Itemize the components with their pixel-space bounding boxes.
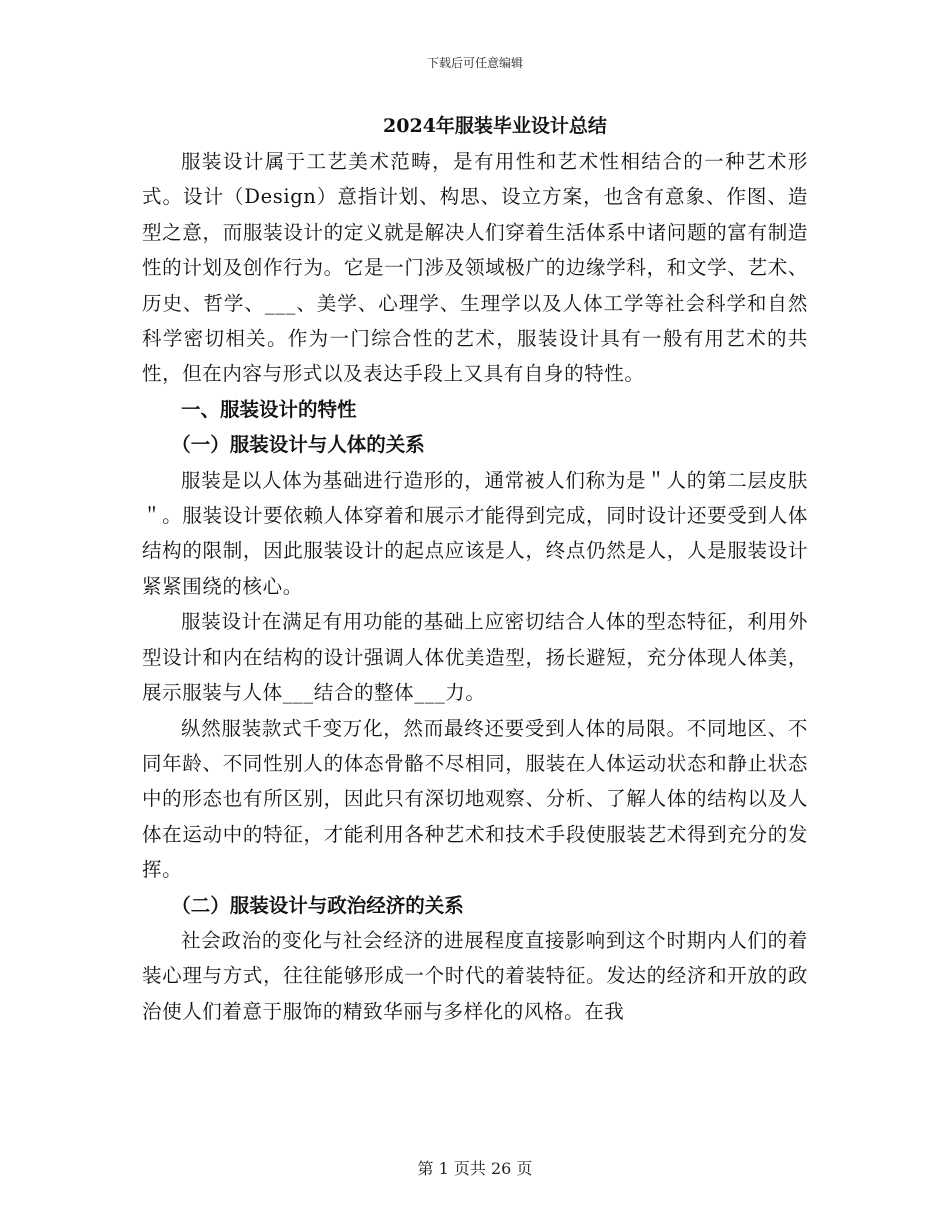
paragraph-body-human-3: 纵然服装款式千变万化，然而最终还要受到人体的局限。不同地区、不同年龄、不同性别人的体态骨骼不尽相同，服装在人体运动状态和静止状态中的形态也有所区别，因此只有深切地观察、分析、了解人体的结构以及人体在运动中的特征，才能利用各种艺术和技术手段使服装艺术得到充分的发挥。 xyxy=(142,716,808,882)
subsection-heading-2: （二）服装设计与政治经济的关系 xyxy=(171,893,464,917)
page-footer: 第 1 页共 26 页 xyxy=(417,1159,533,1178)
document-title: 2024年服装毕业设计总结 xyxy=(383,115,607,137)
document-body xyxy=(142,110,808,1029)
paragraph-intro: 服装设计属于工艺美术范畴，是有用性和艺术性相结合的一种艺术形式。设计（Design）意指计划、构思、设立方案，也含有意象、作图、造型之意，而服装设计的定义就是解决人们穿着生活体系中诸问题的富有制造性的计划及创作行为。它是一门涉及领域极广的边缘学科，和文学、艺术、历史、哲学、___、美学、心理学、生理学以及人体工学等社会科学和自然科学密切相关。作为一门综合性的艺术，服装设计具有一般有用艺术的共性，但在内容与形式以及表达手段上又具有自身的特性。 xyxy=(142,150,808,386)
paragraph-body-human-2: 服装设计在满足有用功能的基础上应密切结合人体的型态特征，利用外型设计和内在结构的设计强调人体优美造型，扬长避短，充分体现人体美，展示服装与人体___结合的整体___力。 xyxy=(142,610,808,705)
page-header: 下载后可任意编辑 xyxy=(426,56,523,70)
section-heading-1: 一、服装设计的特性 xyxy=(181,397,357,421)
paragraph-body-politics-1: 社会政治的变化与社会经济的进展程度直接影响到这个时期内人们的着装心理与方式，往往能够形成一个时代的着装特征。发达的经济和开放的政治使人们着意于服饰的精致华丽与多样化的风格。在我 xyxy=(142,928,808,1023)
subsection-heading-1: （一）服装设计与人体的关系 xyxy=(171,433,425,457)
paragraph-body-human-1: 服装是以人体为基础进行造形的，通常被人们称为是＂人的第二层皮肤＂。服装设计要依赖人体穿着和展示才能得到完成，同时设计还要受到人体结构的限制，因此服装设计的起点应该是人，终点仍然是人，人是服装设计紧紧围绕的核心。 xyxy=(142,468,808,598)
